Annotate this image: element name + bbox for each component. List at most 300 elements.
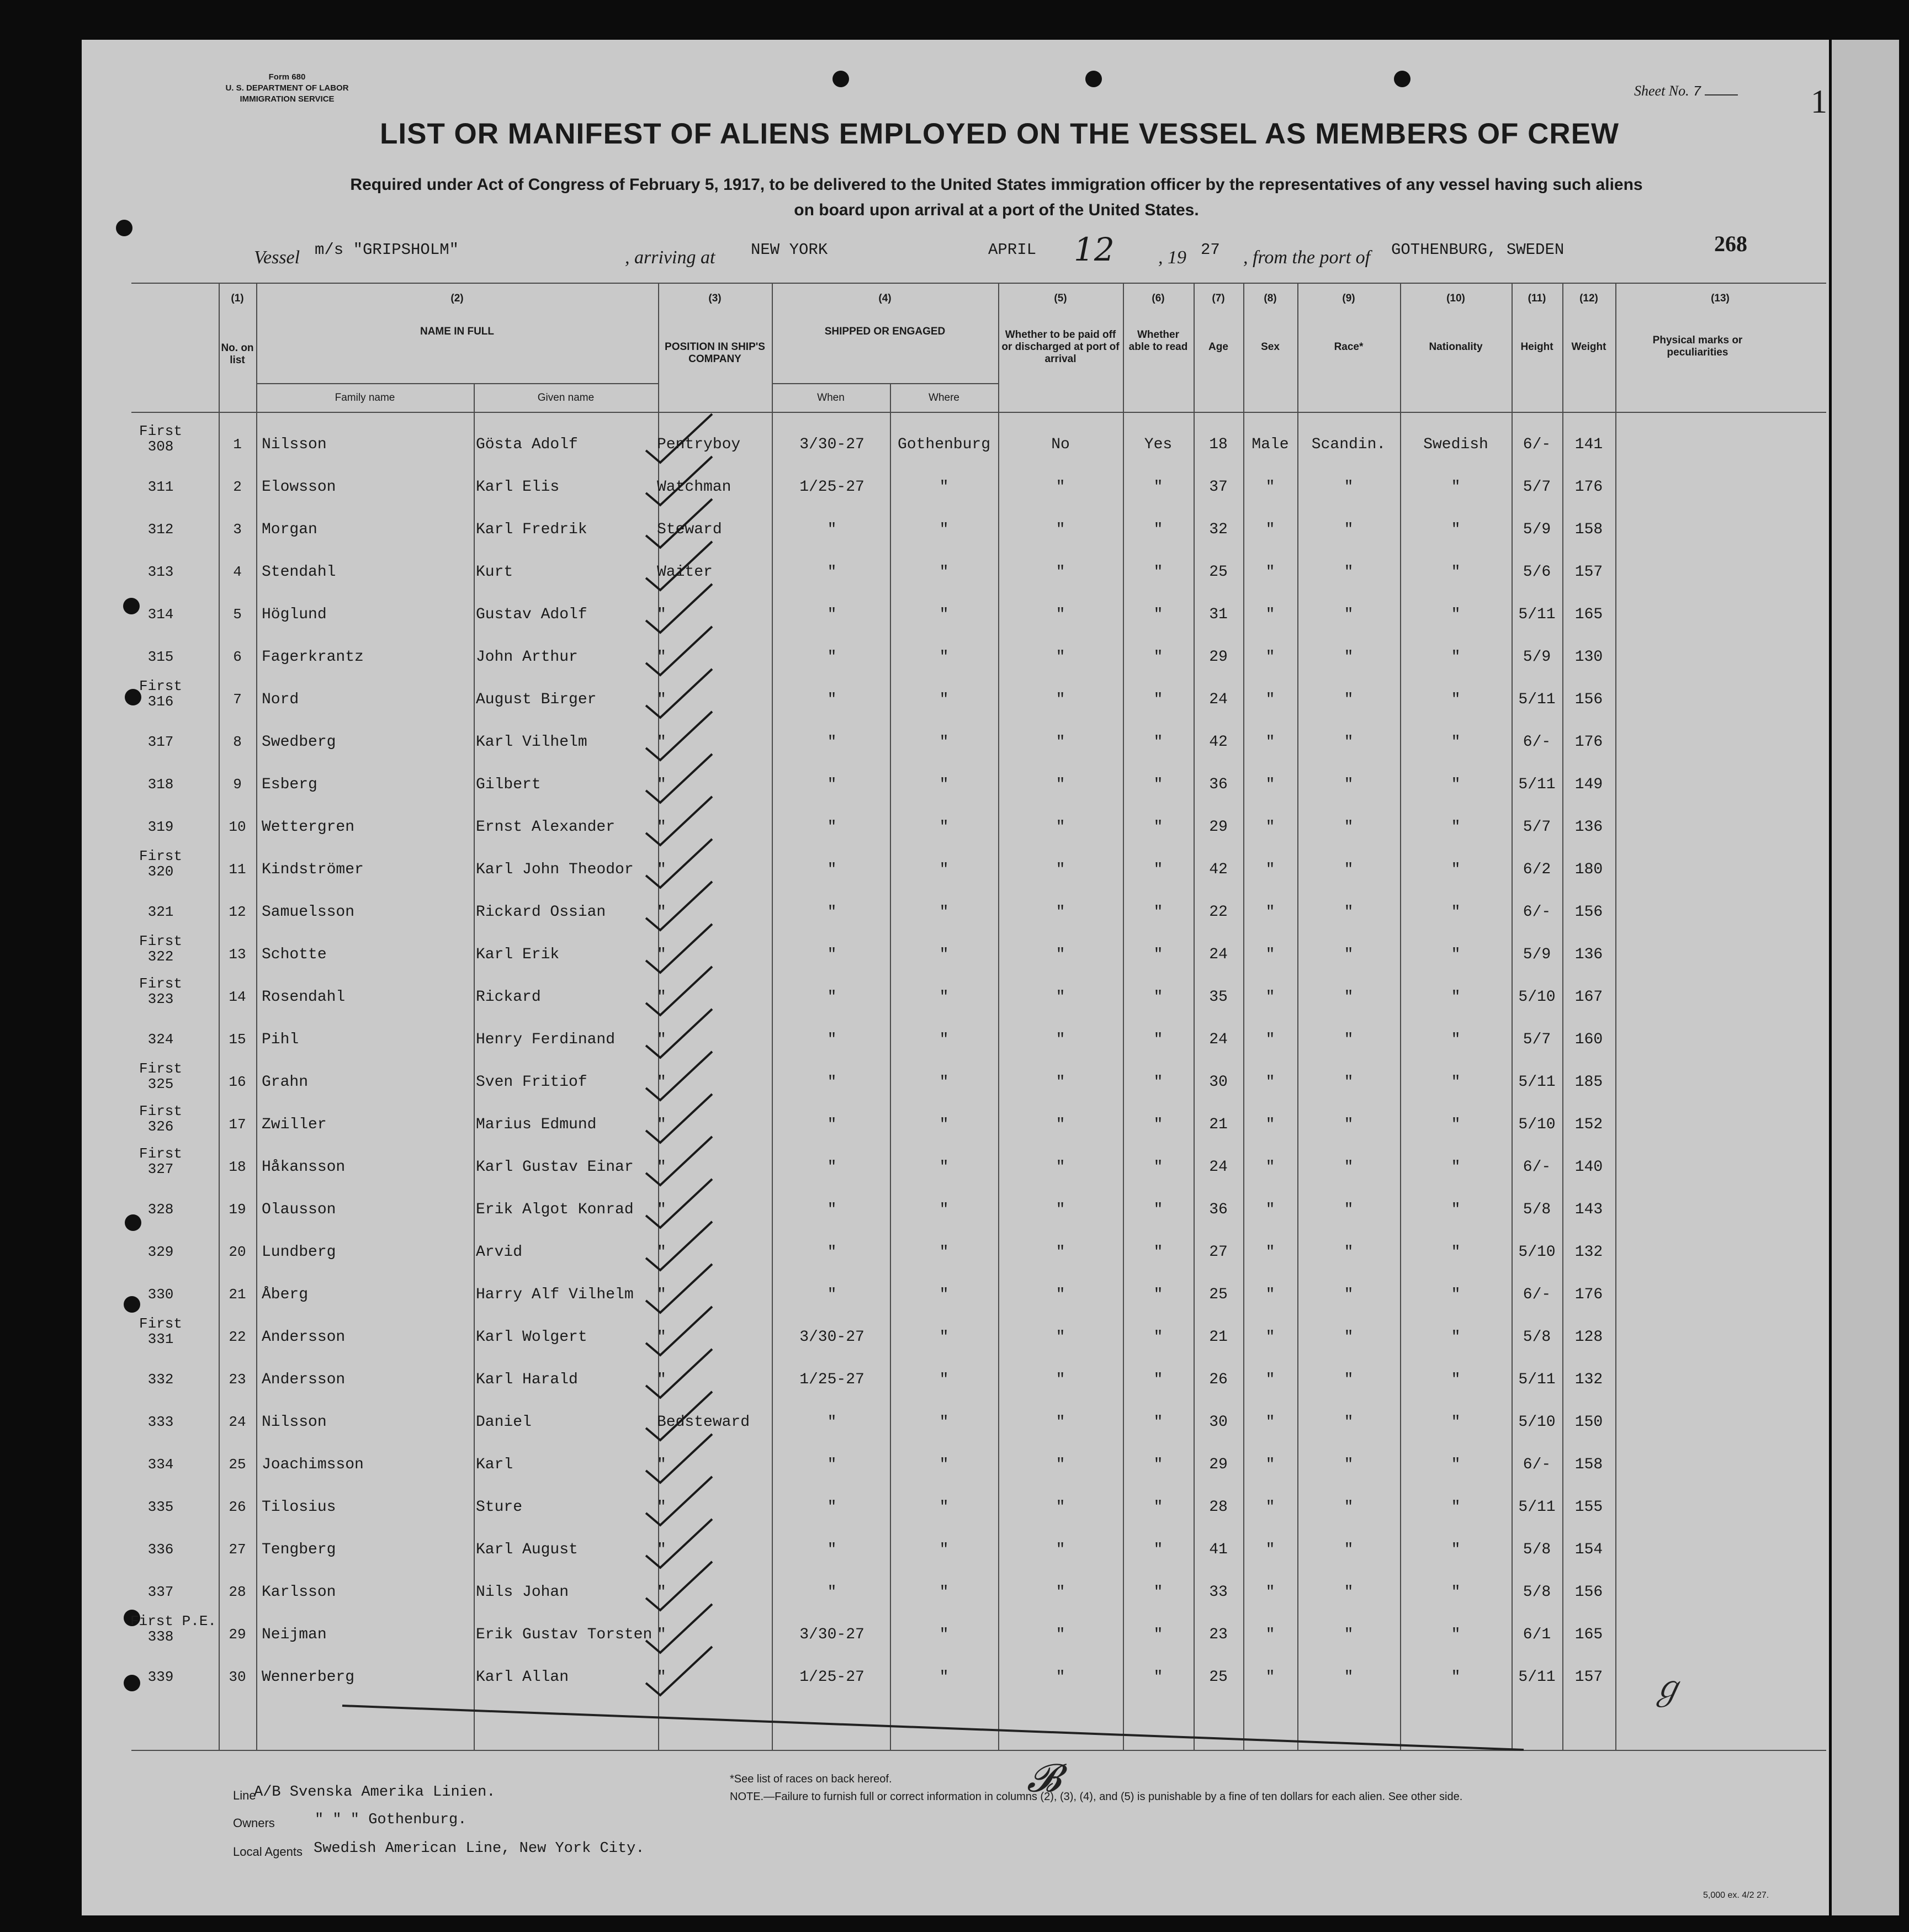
cell-race: " [1344,1031,1354,1048]
cell-weight: 176 [1574,734,1603,751]
cell-given: August Birger [476,691,597,708]
cell-nat: " [1451,1626,1461,1643]
cell-position: " [657,989,666,1006]
cell-position: " [657,1074,666,1091]
cell-no: 2 [233,479,242,495]
cell-given: Karl John Theodor [476,861,634,878]
cell-where: " [939,1329,949,1346]
cell-nat: " [1451,1584,1461,1601]
reference-number: 315 [147,649,174,665]
check-mark [646,1562,712,1610]
cell-height: 5/7 [1523,479,1551,496]
cell-age: 24 [1209,946,1228,963]
page-title: LIST OR MANIFEST OF ALIENS EMPLOYED ON THE VESSEL AS MEMBERS OF CREW [380,118,1620,150]
cell-weight: 156 [1574,691,1603,708]
print-code: 5,000 ex. 4/2 27. [1703,1891,1769,1900]
cell-race: " [1344,1244,1354,1261]
cell-given: Karl Wolgert [476,1329,587,1346]
cell-nat: " [1451,564,1461,581]
reference-prefix: First [139,933,182,949]
cell-paid: " [1056,606,1065,623]
cell-sex: " [1265,1201,1275,1218]
cell-when: 3/30-27 [799,1329,865,1346]
cell-height: 5/10 [1518,1244,1556,1261]
cell-given: Gilbert [476,776,541,793]
cell-given: Rickard [476,989,541,1006]
cell-sex: " [1265,734,1275,751]
cell-weight: 140 [1574,1159,1603,1176]
cell-race: " [1344,1074,1354,1091]
cell-family: Wettergren [262,819,355,836]
reference-number: 320 [147,863,174,880]
cell-read: " [1153,1584,1163,1601]
reference-prefix: First [139,848,182,864]
cell-where: " [939,1159,949,1176]
cell-race: " [1344,1456,1354,1473]
cell-no: 15 [229,1031,246,1048]
column-number: (13) [1711,293,1730,304]
cell-weight: 141 [1574,436,1603,453]
cell-sex: " [1265,521,1275,538]
check-mark [646,1094,712,1143]
check-mark [646,1137,712,1185]
cell-no: 17 [229,1116,246,1133]
cell-height: 6/- [1523,734,1551,751]
check-mark [646,1307,712,1355]
cell-when: " [827,1499,837,1516]
cell-where: " [939,606,949,623]
cell-when: " [827,734,837,751]
cell-paid: " [1056,1499,1065,1516]
cell-no: 25 [229,1456,246,1473]
cell-age: 41 [1209,1541,1228,1558]
cell-read: " [1153,1329,1163,1346]
cell-read: " [1153,1244,1163,1261]
cell-given: Ernst Alexander [476,819,616,836]
cell-given: Harry Alf Vilhelm [476,1286,634,1303]
cell-family: Grahn [262,1074,309,1091]
cell-position: " [657,946,666,963]
cell-weight: 155 [1574,1499,1603,1516]
cell-given: John Arthur [476,649,578,666]
cell-read: " [1153,989,1163,1006]
cell-paid: " [1056,521,1065,538]
cell-age: 21 [1209,1116,1228,1133]
column-number: (4) [878,293,892,304]
cell-weight: 149 [1574,776,1603,793]
cell-no: 3 [233,521,242,538]
cell-nat: " [1451,606,1461,623]
cell-read: " [1153,1159,1163,1176]
cell-nat: Swedish [1423,436,1488,453]
cell-when: " [827,649,837,666]
cell-paid: " [1056,691,1065,708]
cell-weight: 156 [1574,904,1603,921]
cell-race: " [1344,691,1354,708]
cell-position: " [657,734,666,751]
cell-no: 12 [229,904,246,920]
cell-family: Zwiller [262,1116,327,1133]
cell-age: 36 [1209,776,1228,793]
cell-age: 24 [1209,1159,1228,1176]
cell-where: " [939,989,949,1006]
from-port-label: , from the port of [1243,247,1371,268]
cell-no: 19 [229,1201,246,1218]
check-mark [646,839,712,888]
header-when: When [817,392,845,404]
cell-given: Karl August [476,1541,578,1558]
cell-read: " [1153,1116,1163,1133]
reference-number: 316 [147,693,174,710]
cell-read: " [1153,1499,1163,1516]
cell-given: Karl Allan [476,1669,569,1686]
cell-when: " [827,861,837,878]
cell-when: " [827,1116,837,1133]
cell-paid: " [1056,904,1065,921]
cell-given: Karl [476,1456,513,1473]
cell-weight: 176 [1574,1286,1603,1303]
cell-weight: 136 [1574,946,1603,963]
cell-height: 5/7 [1523,1031,1551,1048]
form-number: Form 680 [268,72,306,82]
footer-line-label: Line [233,1788,256,1802]
cell-read: " [1153,1669,1163,1686]
cell-age: 23 [1209,1626,1228,1643]
reference-prefix: First [139,1103,182,1119]
cell-race: " [1344,1159,1354,1176]
reference-prefix: First [139,975,182,992]
cell-race: " [1344,479,1354,496]
cell-race: " [1344,1116,1354,1133]
cell-where: " [939,1286,949,1303]
cell-read: " [1153,861,1163,878]
cell-weight: 180 [1574,861,1603,878]
column-number: (11) [1528,293,1546,304]
cell-position: Bedsteward [657,1414,750,1431]
cell-no: 11 [229,861,246,878]
cell-weight: 165 [1574,606,1603,623]
header-race: Race* [1334,341,1364,353]
cell-sex: Male [1252,436,1289,453]
cell-sex: " [1265,904,1275,921]
cell-age: 32 [1209,521,1228,538]
cell-sex: " [1265,989,1275,1006]
cell-race: " [1344,1286,1354,1303]
cell-position: " [657,606,666,623]
header-sex: Sex [1261,341,1280,353]
cell-no: 30 [229,1669,246,1685]
cell-height: 5/11 [1518,691,1556,708]
cell-no: 10 [229,819,246,835]
cell-age: 42 [1209,861,1228,878]
cell-read: " [1153,1414,1163,1431]
cell-read: " [1153,691,1163,708]
cell-nat: " [1451,691,1461,708]
vessel-name: m/s "GRIPSHOLM" [315,241,459,259]
cell-height: 5/11 [1518,1371,1556,1388]
sheet-number-value: 7 [1693,83,1701,100]
arrival-month: APRIL [988,241,1037,259]
cell-where: " [939,734,949,751]
column-number: (9) [1342,293,1355,304]
check-mark [646,1009,712,1058]
cell-family: Kindströmer [262,861,364,878]
check-mark [646,882,712,930]
cell-race: " [1344,776,1354,793]
cell-paid: " [1056,946,1065,963]
header-paid-off: Whether to be paid off or discharged at port of arrival [1001,329,1120,365]
cell-read: " [1153,521,1163,538]
cell-weight: 167 [1574,989,1603,1006]
cell-sex: " [1265,564,1275,581]
cell-when: " [827,989,837,1006]
cell-family: Tilosius [262,1499,336,1516]
cell-height: 6/- [1523,904,1551,921]
cell-nat: " [1451,1329,1461,1346]
footer-agents-value: Swedish American Line, New York City. [314,1840,645,1857]
cell-race: " [1344,734,1354,751]
cell-position: " [657,1669,666,1686]
cell-height: 6/- [1523,1159,1551,1176]
cell-age: 42 [1209,734,1228,751]
cell-sex: " [1265,1244,1275,1261]
cell-paid: " [1056,1626,1065,1643]
footer-line-value: A/B Svenska Amerika Linien. [254,1784,496,1801]
cell-when: " [827,564,837,581]
column-number: (2) [450,293,464,304]
cell-sex: " [1265,1541,1275,1558]
cell-sex: " [1265,1329,1275,1346]
check-mark [646,542,712,590]
cell-no: 5 [233,606,242,623]
cell-where: Gothenburg [897,436,991,453]
cell-age: 37 [1209,479,1228,496]
cell-position: " [657,691,666,708]
cell-position: " [657,1159,666,1176]
cell-where: " [939,1414,949,1431]
cell-weight: 158 [1574,521,1603,538]
cell-given: Karl Harald [476,1371,578,1388]
arriving-label: , arriving at [625,247,715,268]
check-mark [646,1434,712,1483]
header-weight: Weight [1571,341,1606,353]
cell-where: " [939,1584,949,1601]
reference-number: 318 [147,776,174,793]
cell-where: " [939,776,949,793]
cell-position: " [657,776,666,793]
cell-where: " [939,1201,949,1218]
column-number: (8) [1264,293,1277,304]
reference-prefix: First [139,678,182,694]
cell-when: " [827,946,837,963]
cell-nat: " [1451,989,1461,1006]
cell-nat: " [1451,1286,1461,1303]
check-mark [646,457,712,505]
reference-number: 308 [147,438,174,455]
cell-where: " [939,1031,949,1048]
margin-mark: 1 [1811,83,1827,120]
cell-position: " [657,1116,666,1133]
races-footnote: *See list of races on back hereof. [730,1773,892,1785]
cell-where: " [939,1626,949,1643]
cell-height: 5/9 [1523,521,1551,538]
cell-when: " [827,904,837,921]
cell-race: " [1344,1541,1354,1558]
header-height: Height [1520,341,1553,353]
check-mark [646,1392,712,1440]
cell-paid: " [1056,1371,1065,1388]
cell-paid: " [1056,819,1065,836]
cell-nat: " [1451,1456,1461,1473]
cell-nat: " [1451,1499,1461,1516]
cell-family: Fagerkrantz [262,649,364,666]
cell-when: " [827,1031,837,1048]
cell-race: " [1344,1499,1354,1516]
cell-position: " [657,1456,666,1473]
cell-position: " [657,1371,666,1388]
cell-where: " [939,1244,949,1261]
cell-read: " [1153,1456,1163,1473]
cell-read: " [1153,606,1163,623]
header-physical-marks: Physical marks or peculiarities [1652,335,1743,358]
cell-where: " [939,564,949,581]
cell-weight: 152 [1574,1116,1603,1133]
cell-height: 5/7 [1523,819,1551,836]
cell-family: Andersson [262,1329,346,1346]
cell-when: 3/30-27 [799,436,865,453]
cell-nat: " [1451,904,1461,921]
cell-nat: " [1451,861,1461,878]
cell-given: Marius Edmund [476,1116,597,1133]
cell-position: " [657,649,666,666]
cell-where: " [939,1116,949,1133]
cell-family: Nilsson [262,1414,327,1431]
cell-age: 36 [1209,1201,1228,1218]
cell-paid: " [1056,861,1065,878]
reference-prefix: First [139,1145,182,1162]
check-mark [646,924,712,973]
cell-race: " [1344,1371,1354,1388]
cell-position: Waiter [657,564,713,581]
cell-nat: " [1451,649,1461,666]
check-mark [646,967,712,1015]
cell-where: " [939,1669,949,1686]
cell-sex: " [1265,776,1275,793]
cell-where: " [939,861,949,878]
cell-no: 21 [229,1286,246,1303]
cell-paid: " [1056,1286,1065,1303]
cell-sex: " [1265,819,1275,836]
cell-family: Andersson [262,1371,346,1388]
cell-where: " [939,1499,949,1516]
header-family-name: Family name [335,392,395,404]
cell-sex: " [1265,1414,1275,1431]
cell-sex: " [1265,861,1275,878]
cell-height: 5/9 [1523,946,1551,963]
cell-where: " [939,1456,949,1473]
reference-number: 336 [147,1541,174,1558]
cell-nat: " [1451,1201,1461,1218]
cell-nat: " [1451,1371,1461,1388]
cell-height: 6/- [1523,1286,1551,1303]
check-mark [646,1222,712,1270]
cell-race: " [1344,1201,1354,1218]
cell-position: Pentryboy [657,436,741,453]
cell-weight: 130 [1574,649,1603,666]
cell-paid: " [1056,1329,1065,1346]
cell-family: Åberg [262,1286,309,1303]
cell-age: 30 [1209,1414,1228,1431]
check-mark [646,1647,712,1695]
reference-number: 331 [147,1331,174,1347]
cell-no: 1 [233,436,242,453]
cell-no: 13 [229,946,246,963]
cell-height: 5/8 [1523,1584,1551,1601]
cell-given: Sture [476,1499,523,1516]
cell-family: Samuelsson [262,904,355,921]
cell-position: " [657,1286,666,1303]
cell-nat: " [1451,1116,1461,1133]
cell-height: 5/10 [1518,1116,1556,1133]
cell-height: 5/11 [1518,1669,1556,1686]
cell-paid: " [1056,1116,1065,1133]
cell-race: " [1344,904,1354,921]
check-mark [646,584,712,633]
cell-position: " [657,1031,666,1048]
check-mark [646,1264,712,1313]
reference-number: 323 [147,991,174,1007]
cell-family: Elowsson [262,479,336,496]
cell-no: 4 [233,564,242,580]
header-nationality: Nationality [1429,341,1483,353]
cell-read: Yes [1144,436,1173,453]
cell-family: Pihl [262,1031,299,1048]
reference-number: 326 [147,1118,174,1135]
cell-nat: " [1451,1541,1461,1558]
subtitle-line-1: Required under Act of Congress of February 5, 1917, to be delivered to the United States immigration officer by the representatives of any vessel having such aliens [350,176,1643,194]
cell-height: 5/11 [1518,606,1556,623]
cell-paid: " [1056,1456,1065,1473]
cell-given: Sven Fritiof [476,1074,587,1091]
cell-when: " [827,819,837,836]
reference-number: 334 [147,1456,174,1473]
cell-when: " [827,606,837,623]
cell-when: " [827,1414,837,1431]
cell-when: " [827,1584,837,1601]
cell-when: " [827,1074,837,1091]
cell-where: " [939,1541,949,1558]
cell-given: Karl Gustav Einar [476,1159,634,1176]
cell-paid: " [1056,1244,1065,1261]
cell-sex: " [1265,1159,1275,1176]
cell-weight: 132 [1574,1371,1603,1388]
cell-sex: " [1265,1456,1275,1473]
cell-when: " [827,1201,837,1218]
cell-paid: " [1056,479,1065,496]
cell-height: 5/9 [1523,649,1551,666]
cell-age: 24 [1209,1031,1228,1048]
cell-race: " [1344,861,1354,878]
cell-given: Rickard Ossian [476,904,606,921]
cell-no: 9 [233,776,242,793]
cell-when: " [827,1541,837,1558]
cell-weight: 132 [1574,1244,1603,1261]
cell-where: " [939,904,949,921]
cell-height: 5/11 [1518,1074,1556,1091]
check-mark [646,1519,712,1568]
cell-paid: " [1056,649,1065,666]
reference-number: 328 [147,1201,174,1218]
